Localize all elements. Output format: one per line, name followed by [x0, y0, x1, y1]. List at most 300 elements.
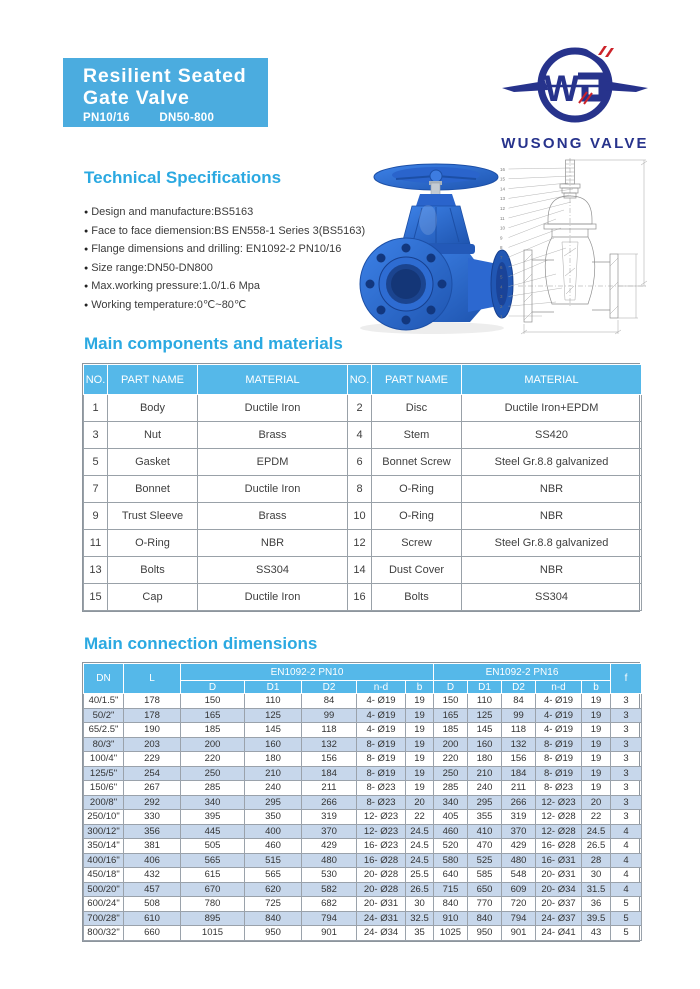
dimensions-row [84, 766, 642, 781]
pn10-nd: 20- Ø28 [357, 868, 406, 883]
pn16-d2: 319 [502, 810, 536, 825]
pn16-d: 910 [434, 911, 468, 926]
part-name: Nut [108, 422, 198, 449]
pn16-nd: 16- Ø31 [536, 853, 582, 868]
spec-item: ● Size range:DN50-DN800 [84, 260, 354, 279]
part-material: Brass [198, 503, 348, 530]
pn16-nd: 24- Ø41 [536, 926, 582, 941]
part-no: 6 [348, 449, 372, 476]
spec-item: ● Max.working pressure:1.0/1.6 Mpa [84, 278, 354, 297]
dimensions-row [84, 708, 642, 723]
dn: 200/8" [84, 795, 124, 810]
components-column-header: NO. [84, 365, 108, 395]
part-name: O-Ring [108, 530, 198, 557]
l: 660 [124, 926, 181, 941]
components-row [84, 395, 642, 422]
pn10-d: 220 [181, 752, 245, 767]
pn16-d1: 240 [468, 781, 502, 796]
dn: 400/16" [84, 853, 124, 868]
part-name: O-Ring [372, 476, 462, 503]
pn10-d1: 145 [245, 723, 302, 738]
pn16-d2: 609 [502, 882, 536, 897]
pn16-b: 31.5 [582, 882, 611, 897]
f: 4 [611, 853, 642, 868]
pn10-b: 35 [406, 926, 434, 941]
pn16-sub-header: D [434, 681, 468, 694]
pn16-d: 1025 [434, 926, 468, 941]
pn10-nd: 20- Ø28 [357, 882, 406, 897]
pn16-b: 28 [582, 853, 611, 868]
pn16-d: 340 [434, 795, 468, 810]
l: 508 [124, 897, 181, 912]
tech-specs-list [84, 204, 366, 316]
tech-specs-heading: Technical Specifications [84, 168, 282, 187]
monogram-w: W [544, 68, 579, 109]
part-no: 12 [348, 530, 372, 557]
pn16-d2: 156 [502, 752, 536, 767]
pn16-d1: 295 [468, 795, 502, 810]
pn10-b: 19 [406, 708, 434, 723]
pn10-d2: 132 [302, 737, 357, 752]
part-no: 7 [84, 476, 108, 503]
f: 3 [611, 737, 642, 752]
pn10-nd: 12- Ø23 [357, 810, 406, 825]
dimensions-row [84, 926, 642, 941]
pn16-d1: 180 [468, 752, 502, 767]
components-row [84, 422, 642, 449]
part-no: 3 [84, 422, 108, 449]
pn16-d1: 125 [468, 708, 502, 723]
pn10-d1: 565 [245, 868, 302, 883]
brand-name: WUSONG VALVE [501, 135, 649, 152]
part-name: Stem [372, 422, 462, 449]
pn10-d2: 156 [302, 752, 357, 767]
pn10-nd: 16- Ø23 [357, 839, 406, 854]
pn16-nd: 8- Ø19 [536, 737, 582, 752]
pn10-d2: 99 [302, 708, 357, 723]
pn10-d2: 211 [302, 781, 357, 796]
part-no: 1 [84, 395, 108, 422]
part-material: Steel Gr.8.8 galvanized [462, 449, 642, 476]
dimensions-row [84, 882, 642, 897]
group-header-pn16: EN1092-2 PN16 [434, 664, 611, 681]
size-range: DN50-800 [159, 112, 215, 124]
product-title-line2: Gate Valve [83, 87, 190, 109]
dn: 250/10" [84, 810, 124, 825]
pn16-b: 22 [582, 810, 611, 825]
pn16-d: 200 [434, 737, 468, 752]
pn16-d1: 355 [468, 810, 502, 825]
pn10-d: 340 [181, 795, 245, 810]
f: 4 [611, 824, 642, 839]
callout-number: 4 [500, 284, 503, 290]
valve-sectional-drawing [498, 156, 660, 338]
part-no: 10 [348, 503, 372, 530]
l: 178 [124, 694, 181, 709]
pn16-d2: 370 [502, 824, 536, 839]
l: 432 [124, 868, 181, 883]
pn10-d2: 682 [302, 897, 357, 912]
pn16-nd: 4- Ø19 [536, 694, 582, 709]
f: 5 [611, 911, 642, 926]
pn10-d2: 901 [302, 926, 357, 941]
pn10-d2: 530 [302, 868, 357, 883]
pn16-nd: 8- Ø19 [536, 766, 582, 781]
product-title-line1: Resilient Seated [83, 65, 247, 87]
dimensions-row [84, 781, 642, 796]
part-material: NBR [198, 530, 348, 557]
f: 5 [611, 897, 642, 912]
pn10-d1: 295 [245, 795, 302, 810]
pn16-d: 220 [434, 752, 468, 767]
dn: 65/2.5" [84, 723, 124, 738]
callout-number: 6 [500, 264, 503, 270]
l: 178 [124, 708, 181, 723]
pn10-b: 19 [406, 694, 434, 709]
pn16-d2: 184 [502, 766, 536, 781]
pn16-d1: 525 [468, 853, 502, 868]
pn10-d1: 110 [245, 694, 302, 709]
part-name: Bonnet Screw [372, 449, 462, 476]
callout-number: 3 [500, 294, 503, 300]
col-header-l: L [124, 664, 181, 694]
dimensions-row [84, 897, 642, 912]
pn10-d1: 840 [245, 911, 302, 926]
pn16-d2: 480 [502, 853, 536, 868]
pn16-d1: 145 [468, 723, 502, 738]
f: 3 [611, 810, 642, 825]
pn10-d: 615 [181, 868, 245, 883]
dn: 40/1.5" [84, 694, 124, 709]
pn16-d2: 901 [502, 926, 536, 941]
callout-number: 1 [500, 313, 503, 319]
pn10-b: 19 [406, 752, 434, 767]
pn16-d1: 770 [468, 897, 502, 912]
pn16-b: 19 [582, 723, 611, 738]
pn10-sub-header: D [181, 681, 245, 694]
part-name: Gasket [108, 449, 198, 476]
f: 3 [611, 694, 642, 709]
pn16-b: 39.5 [582, 911, 611, 926]
pn16-d: 460 [434, 824, 468, 839]
pn16-d2: 84 [502, 694, 536, 709]
pn10-b: 32.5 [406, 911, 434, 926]
pn10-d: 395 [181, 810, 245, 825]
pn16-d2: 720 [502, 897, 536, 912]
components-heading: Main components and materials [84, 334, 343, 353]
pn10-b: 24.5 [406, 824, 434, 839]
l: 229 [124, 752, 181, 767]
pn10-d2: 118 [302, 723, 357, 738]
part-no: 14 [348, 557, 372, 584]
dimensions-header-row [84, 664, 642, 681]
pn16-d2: 266 [502, 795, 536, 810]
pn16-b: 19 [582, 766, 611, 781]
part-name: O-Ring [372, 503, 462, 530]
col-header-dn: DN [84, 664, 124, 694]
pn10-nd: 4- Ø19 [357, 694, 406, 709]
part-name: Trust Sleeve [108, 503, 198, 530]
pn10-b: 19 [406, 766, 434, 781]
pn16-nd: 16- Ø28 [536, 839, 582, 854]
pn10-d1: 350 [245, 810, 302, 825]
l: 190 [124, 723, 181, 738]
pn16-d: 840 [434, 897, 468, 912]
pn10-sub-header: n-d [357, 681, 406, 694]
spec-item: ● Face to face diemension:BS EN558-1 Series 3(BS5163) [84, 223, 354, 242]
part-material: SS304 [198, 557, 348, 584]
pn10-nd: 8- Ø23 [357, 795, 406, 810]
l: 330 [124, 810, 181, 825]
pn16-d: 520 [434, 839, 468, 854]
wusong-logo-icon [500, 40, 650, 134]
pn10-d: 150 [181, 694, 245, 709]
pn16-b: 20 [582, 795, 611, 810]
pn16-d1: 840 [468, 911, 502, 926]
group-header-pn10: EN1092-2 PN10 [181, 664, 434, 681]
pn16-d2: 429 [502, 839, 536, 854]
pn16-b: 19 [582, 708, 611, 723]
pn16-d1: 585 [468, 868, 502, 883]
product-subtitle [83, 112, 268, 124]
f: 3 [611, 781, 642, 796]
dn: 800/32" [84, 926, 124, 941]
pn16-nd: 4- Ø19 [536, 708, 582, 723]
l: 292 [124, 795, 181, 810]
pn16-b: 43 [582, 926, 611, 941]
dimensions-row [84, 694, 642, 709]
spec-item: ● Working temperature:0℃~80℃ [84, 297, 354, 316]
pn16-nd: 24- Ø37 [536, 911, 582, 926]
pn16-nd: 4- Ø19 [536, 723, 582, 738]
pn10-sub-header: D2 [302, 681, 357, 694]
pn10-b: 19 [406, 781, 434, 796]
pn10-b: 22 [406, 810, 434, 825]
dn: 50/2" [84, 708, 124, 723]
part-material: NBR [462, 557, 642, 584]
dimensions-row [84, 824, 642, 839]
pn10-b: 26.5 [406, 882, 434, 897]
pn16-b: 30 [582, 868, 611, 883]
pn16-b: 26.5 [582, 839, 611, 854]
brand-block [495, 40, 655, 152]
pn10-b: 20 [406, 795, 434, 810]
dimensions-table-wrap [82, 662, 640, 942]
pn16-sub-header: n-d [536, 681, 582, 694]
components-row [84, 557, 642, 584]
l: 406 [124, 853, 181, 868]
dimensions-row [84, 868, 642, 883]
pn10-d1: 125 [245, 708, 302, 723]
part-no: 13 [84, 557, 108, 584]
pn16-nd: 8- Ø19 [536, 752, 582, 767]
components-table-wrap [82, 363, 640, 612]
part-no: 8 [348, 476, 372, 503]
pn16-d2: 132 [502, 737, 536, 752]
part-material: Ductile Iron+EPDM [462, 395, 642, 422]
pn16-nd: 20- Ø31 [536, 868, 582, 883]
part-no: 2 [348, 395, 372, 422]
pn10-d: 185 [181, 723, 245, 738]
part-material: NBR [462, 503, 642, 530]
pn10-d2: 84 [302, 694, 357, 709]
part-no: 5 [84, 449, 108, 476]
pn16-d2: 118 [502, 723, 536, 738]
pn16-d2: 794 [502, 911, 536, 926]
callout-number: 15 [500, 176, 506, 182]
pn16-d: 715 [434, 882, 468, 897]
pn16-b: 36 [582, 897, 611, 912]
pn10-nd: 16- Ø28 [357, 853, 406, 868]
pn10-b: 24.5 [406, 853, 434, 868]
part-material: Ductile Iron [198, 476, 348, 503]
pn16-d: 150 [434, 694, 468, 709]
pn10-d1: 180 [245, 752, 302, 767]
pn10-nd: 8- Ø19 [357, 737, 406, 752]
pn16-d1: 210 [468, 766, 502, 781]
pn10-d: 670 [181, 882, 245, 897]
l: 267 [124, 781, 181, 796]
pn16-d: 165 [434, 708, 468, 723]
part-material: EPDM [198, 449, 348, 476]
components-column-header: PART NAME [372, 365, 462, 395]
pn10-d1: 240 [245, 781, 302, 796]
part-material: NBR [462, 476, 642, 503]
pn10-nd: 8- Ø23 [357, 781, 406, 796]
pn16-d2: 99 [502, 708, 536, 723]
callout-number: 13 [500, 196, 506, 202]
pn10-d1: 950 [245, 926, 302, 941]
pn16-d1: 160 [468, 737, 502, 752]
callout-number: 14 [500, 186, 506, 192]
callout-number: 16 [500, 166, 506, 172]
pn16-sub-header: D1 [468, 681, 502, 694]
l: 254 [124, 766, 181, 781]
pn10-d1: 160 [245, 737, 302, 752]
pn16-b: 19 [582, 781, 611, 796]
pn10-b: 24.5 [406, 839, 434, 854]
pn10-d: 445 [181, 824, 245, 839]
pn16-d1: 470 [468, 839, 502, 854]
l: 610 [124, 911, 181, 926]
pn16-d2: 211 [502, 781, 536, 796]
pn10-b: 30 [406, 897, 434, 912]
pn16-b: 19 [582, 752, 611, 767]
pn16-d: 250 [434, 766, 468, 781]
part-no: 11 [84, 530, 108, 557]
part-name: Body [108, 395, 198, 422]
pn10-d2: 794 [302, 911, 357, 926]
pn10-d2: 266 [302, 795, 357, 810]
pressure-rating: PN10/16 [83, 112, 130, 124]
part-material: Brass [198, 422, 348, 449]
components-row [84, 476, 642, 503]
f: 4 [611, 839, 642, 854]
pn10-d1: 400 [245, 824, 302, 839]
spec-item: ● Design and manufacture:BS5163 [84, 204, 354, 223]
l: 356 [124, 824, 181, 839]
components-row [84, 503, 642, 530]
dn: 300/12" [84, 824, 124, 839]
components-table [83, 364, 642, 611]
callout-number: 7 [500, 255, 503, 260]
dimensions-row [84, 839, 642, 854]
pn10-nd: 8- Ø19 [357, 766, 406, 781]
pn10-d: 1015 [181, 926, 245, 941]
callout-number: 8 [500, 245, 503, 251]
pn10-d1: 620 [245, 882, 302, 897]
pn10-nd: 4- Ø19 [357, 723, 406, 738]
callout-number: 2 [500, 304, 503, 309]
part-name: Cap [108, 584, 198, 611]
part-material: SS304 [462, 584, 642, 611]
pn16-d1: 650 [468, 882, 502, 897]
callout-number: 9 [500, 235, 503, 241]
components-row [84, 449, 642, 476]
pn10-d: 505 [181, 839, 245, 854]
pn16-d1: 110 [468, 694, 502, 709]
dimensions-row [84, 737, 642, 752]
part-name: Disc [372, 395, 462, 422]
pn10-d1: 515 [245, 853, 302, 868]
dn: 80/3" [84, 737, 124, 752]
pn10-d2: 184 [302, 766, 357, 781]
pn10-d: 565 [181, 853, 245, 868]
callout-number: 11 [500, 215, 505, 221]
dn: 125/5" [84, 766, 124, 781]
pn10-nd: 8- Ø19 [357, 752, 406, 767]
pn10-d1: 460 [245, 839, 302, 854]
part-no: 4 [348, 422, 372, 449]
dn: 700/28" [84, 911, 124, 926]
pn16-nd: 20- Ø37 [536, 897, 582, 912]
dimensions-row [84, 795, 642, 810]
callout-number: 5 [500, 274, 503, 280]
dimensions-row [84, 911, 642, 926]
l: 381 [124, 839, 181, 854]
pn10-nd: 24- Ø34 [357, 926, 406, 941]
pn10-b: 19 [406, 737, 434, 752]
f: 3 [611, 795, 642, 810]
dn: 350/14" [84, 839, 124, 854]
pn10-d2: 370 [302, 824, 357, 839]
components-column-header: MATERIAL [198, 365, 348, 395]
f: 4 [611, 882, 642, 897]
dn: 150/6" [84, 781, 124, 796]
pn10-d: 780 [181, 897, 245, 912]
part-name: Dust Cover [372, 557, 462, 584]
l: 457 [124, 882, 181, 897]
pn10-d2: 319 [302, 810, 357, 825]
pn16-nd: 12- Ø23 [536, 795, 582, 810]
dimensions-heading: Main connection dimensions [84, 634, 318, 653]
part-name: Bolts [108, 557, 198, 584]
components-column-header: PART NAME [108, 365, 198, 395]
valve-photo [350, 156, 518, 336]
pn10-nd: 24- Ø31 [357, 911, 406, 926]
dn: 100/4" [84, 752, 124, 767]
pn10-d2: 582 [302, 882, 357, 897]
pn16-nd: 8- Ø23 [536, 781, 582, 796]
dimensions-row [84, 810, 642, 825]
components-row [84, 530, 642, 557]
pn16-d: 580 [434, 853, 468, 868]
pn16-d: 640 [434, 868, 468, 883]
pn16-nd: 12- Ø28 [536, 810, 582, 825]
dn: 600/24" [84, 897, 124, 912]
pn10-sub-header: b [406, 681, 434, 694]
pn10-nd: 12- Ø23 [357, 824, 406, 839]
